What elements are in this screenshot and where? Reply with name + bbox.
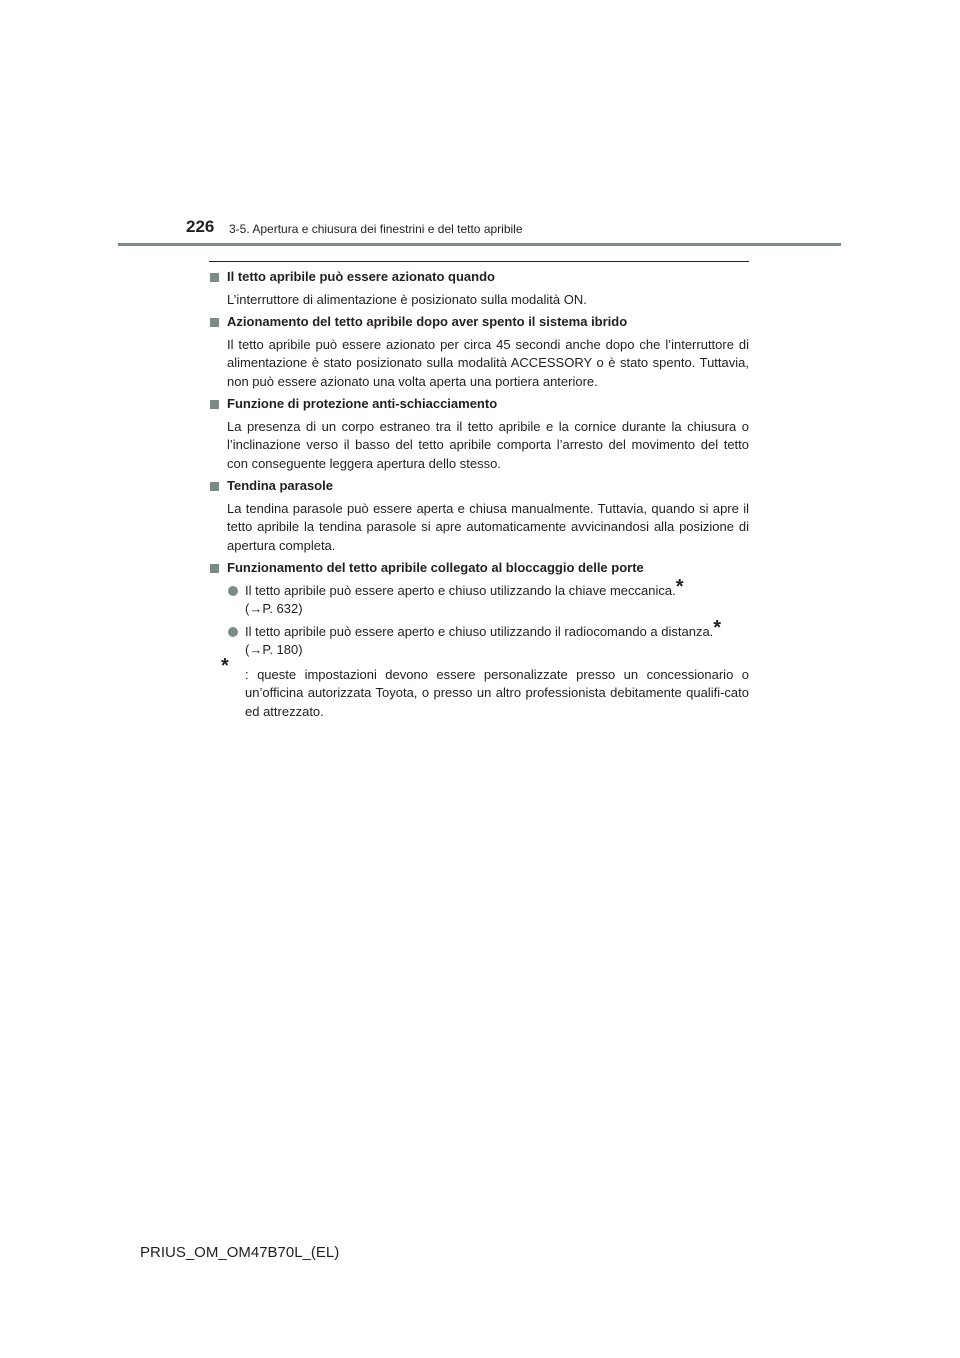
list-item [209,616,749,660]
section-heading-text: Il tetto apribile può essere azionato quando [227,269,495,284]
page-header [0,0,960,250]
section-heading-text: Funzione di protezione anti-schiacciamento [227,396,498,411]
section-after-hybrid-off [209,313,749,391]
footnote: * : queste impostazioni devono essere personalizzate presso un concessionario o un’officina autorizzata Toyota, o presso un altro professionista debitamente qualifi-cato ed attrezzato. [209,666,749,722]
page-reference: (→P. 180) [245,642,303,657]
page-reference: (→P. 632) [245,601,303,616]
section-door-lock-linked [209,559,749,660]
list-item-text: Il tetto apribile può essere aperto e chiuso utilizzando il radiocomando a distanza. [245,623,714,639]
list-item-text: Il tetto apribile può essere aperto e chiuso utilizzando la chiave meccanica. [245,582,676,598]
square-bullet-icon [210,400,219,409]
section-heading-text: Tendina parasole [227,478,333,493]
footnote-text: : queste impostazioni devono essere personalizzate presso un concessionario o un’officina autorizzata Toyota, o presso un altro professionista debitamente qualifi-cato ed attrezzato. [245,666,749,719]
square-bullet-icon [210,564,219,573]
section-body: L’interruttore di alimentazione è posizionato sulla modalità ON. [227,291,587,307]
square-bullet-icon [210,482,219,491]
header-divider [118,243,841,246]
content-area [209,268,749,721]
asterisk-mark: * [675,575,684,598]
circle-bullet-icon [228,586,238,596]
list-item [209,575,749,619]
section-heading-text: Azionamento del tetto apribile dopo aver spento il sistema ibrido [227,314,628,329]
section-body: La tendina parasole può essere aperta e chiusa manualmente. Tuttavia, quando si apre il tetto apribile la tendina parasole si apre automaticamente avvicinandosi alla posizione di apertura completa. [227,500,749,553]
asterisk-mark: * [713,616,722,639]
square-bullet-icon [210,273,219,282]
document-code: PRIUS_OM_OM47B70L_(EL) [140,1244,340,1261]
section-heading [209,477,749,496]
section-heading [209,395,749,414]
section-anti-pinch [209,395,749,473]
section-body: La presenza di un corpo estraneo tra il tetto apribile e la cornice durante la chiusura o l’inclinazione verso il basso del tetto apribile comporta l’arresto del movimento del tetto con conseguente leggera apertura dello stesso. [227,418,749,471]
page-number: 226 [186,217,215,236]
circle-bullet-icon [228,627,238,637]
section-heading [209,559,749,578]
section-title: 3-5. Apertura e chiusura dei finestrini e del tetto apribile [229,222,523,236]
section-sunshade [209,477,749,555]
section-heading [209,313,749,332]
section-body: Il tetto apribile può essere azionato per circa 45 secondi anche dopo che l’interruttore di alimentazione è stato posizionato sulla modalità ACCESSORY o è stato spento. Tuttavia, non può essere azionato una volta aperta una portiera anteriore. [227,336,749,389]
content-divider [209,261,749,262]
section-power-switch [209,268,749,309]
section-heading-text: Funzionamento del tetto apribile collegato al bloccaggio delle porte [227,560,644,575]
square-bullet-icon [210,318,219,327]
section-heading [209,268,749,287]
